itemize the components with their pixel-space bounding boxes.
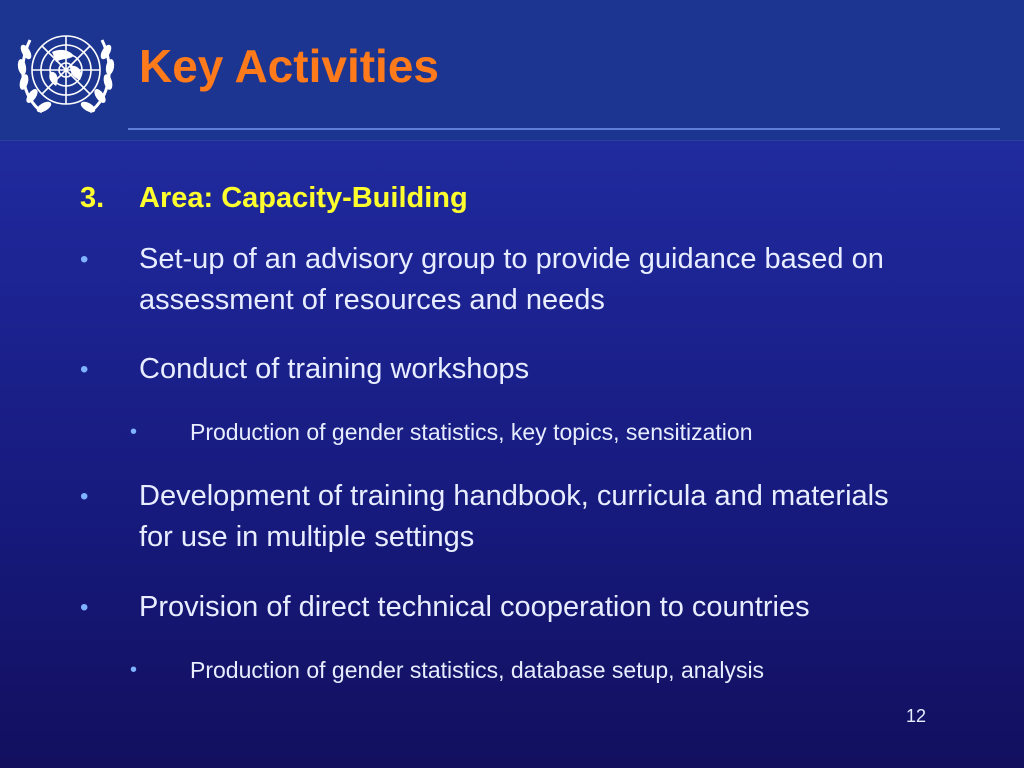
bullet-item: Set-up of an advisory group to provide guidance based on assessment of resources and needs [139,243,884,316]
bullet-marker: • [80,594,89,621]
sub-bullet-marker: • [130,659,138,681]
bullet-marker: • [80,246,89,273]
bullet-marker: • [80,356,89,383]
bullet-marker: • [80,483,89,510]
sub-bullet-item: Production of gender statistics, key topics, sensitization [190,419,753,445]
bullet-item: Conduct of training workshops [139,353,530,385]
bullet-item: Development of training handbook, curricula and materials for use in multiple settings [139,480,889,553]
slide-title: Key Activities [139,40,439,92]
sub-bullet-item: Production of gender statistics, database setup, analysis [190,657,765,683]
bullet-item: Provision of direct technical cooperation to countries [139,591,810,623]
page-number: 12 [906,706,927,726]
sub-bullet-marker: • [130,421,138,443]
area-number: 3. [80,182,105,214]
area-heading: Area: Capacity-Building [139,182,468,214]
